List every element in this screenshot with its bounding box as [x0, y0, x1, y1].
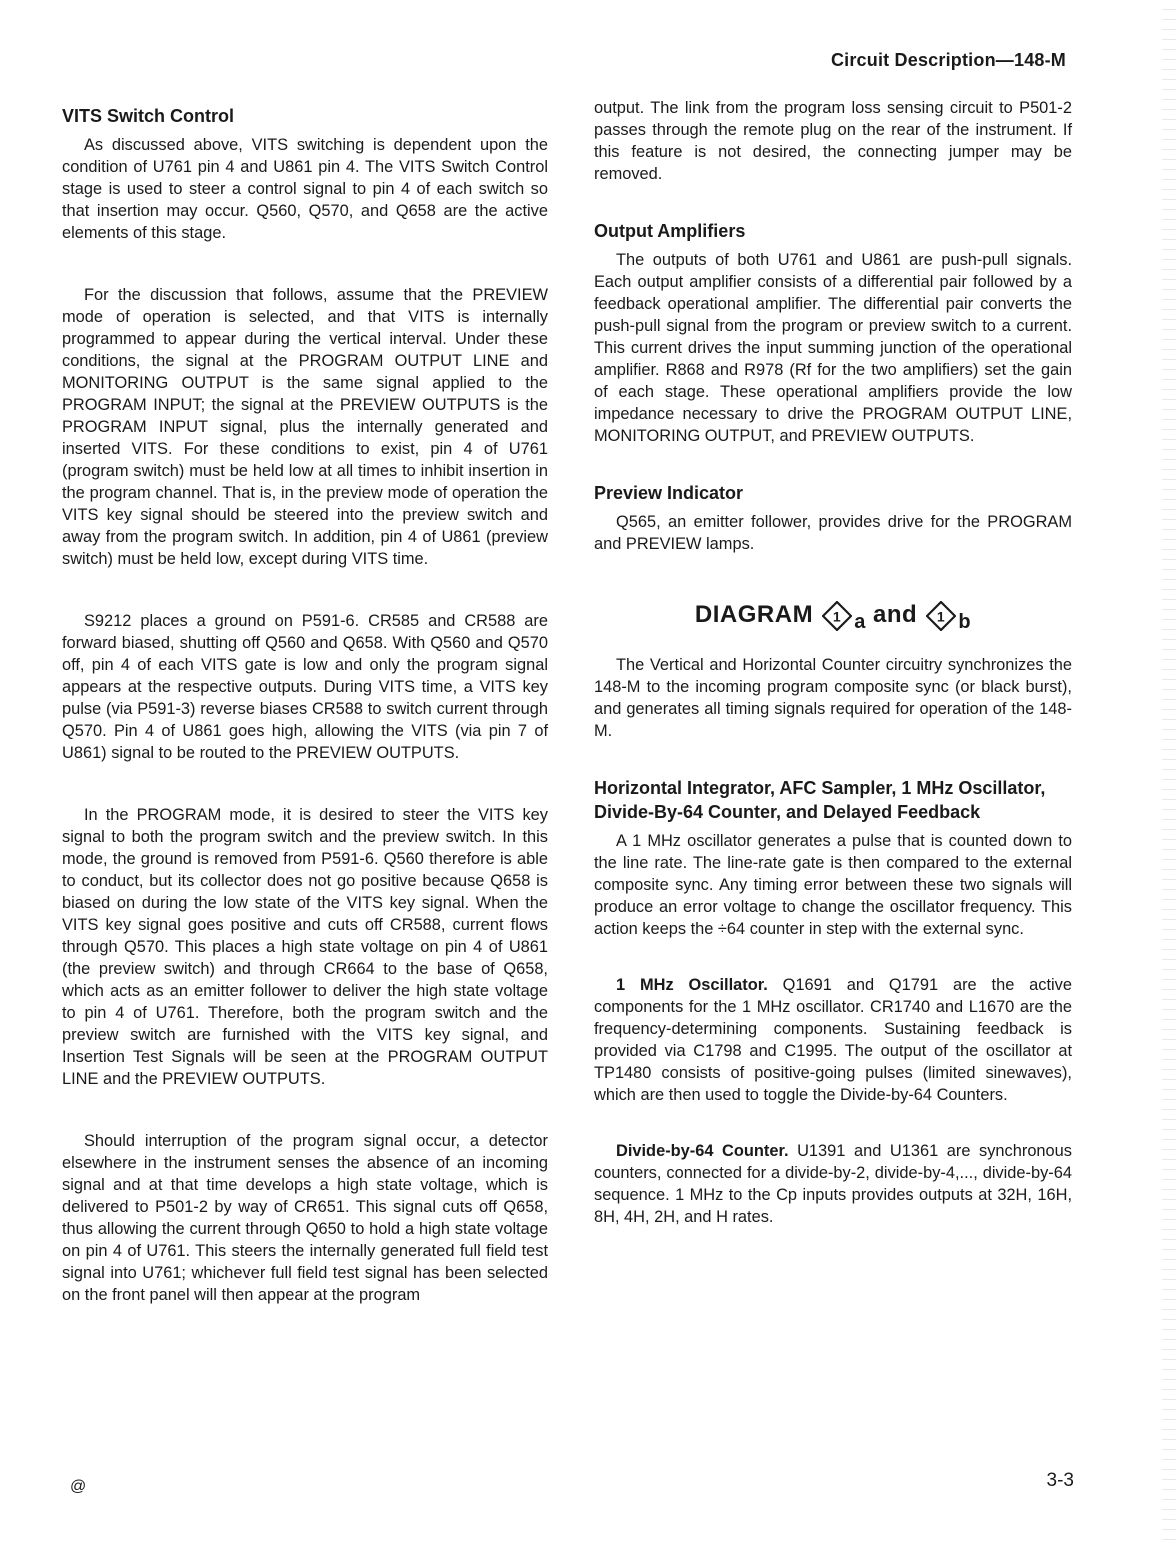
paragraph-divide-by-64	[594, 1140, 1072, 1228]
page-number: 3-3	[1046, 1470, 1074, 1491]
diagram-heading	[594, 595, 1072, 636]
diagram-sub-a: a	[854, 611, 866, 633]
spacer	[62, 570, 548, 610]
spacer	[62, 764, 548, 804]
paragraph-output-amplifiers: The outputs of both U761 and U861 are push-pull signals. Each output amplifier consists of a differential pair followed by a feedback operational amplifier. The differential pair converts the push-pull signal from the program or preview switch to a current. This current drives the input summing junction of the operational amplifier. R868 and R978 (Rf for the two amplifiers) set the gain of each stage. These operational amplifiers provide the low impedance necessary to drive the PROGRAM OUTPUT LINE, MONITORING OUTPUT, and PREVIEW OUTPUTS.	[594, 251, 1072, 445]
section-heading-output-amplifiers: Output Amplifiers	[594, 221, 746, 241]
runin-divide-by-64: Divide-by-64 Counter.	[616, 1142, 789, 1160]
footer-mark: @	[70, 1478, 87, 1495]
left-column	[62, 104, 548, 1306]
paragraph-vits-intro: As discussed above, VITS switching is dependent upon the condition of U761 pin 4 and U861 pin 4. The VITS Switch Control stage is used to steer a control signal to pin 4 of each switch so that insertion may occur. Q560, Q570, and Q658 are the active elements of this stage.	[62, 136, 548, 242]
diagram-number-a: 1	[833, 608, 842, 625]
section-heading-preview-indicator: Preview Indicator	[594, 483, 744, 503]
running-head: Circuit Description—148-M	[830, 50, 1066, 70]
section-heading-horizontal-integrator: Horizontal Integrator, AFC Sampler, 1 MHz Oscillator, Divide-By-64 Counter, and Delayed Feedback	[594, 778, 1046, 822]
paragraph-s9212: S9212 places a ground on P591-6. CR585 and CR588 are forward biased, shutting off Q560 and Q658. With Q560 and Q570 off, pin 4 of each VITS gate is low and only the program signal appears at the respective outputs. During VITS time, a VITS key pulse (via P591-3) reverse biases CR588 to switch current through Q570. Pin 4 of U861 goes high, allowing the VITS (via pin 7 of U861) signal to be routed to the PREVIEW OUTPUTS.	[62, 612, 548, 762]
text-divide-by-64: U1391 and U1361 are synchronous counters, connected for a divide-by-2, divide-by-4,..., divide-by-64 sequence. 1 MHz to the Cp inputs provides outputs at 32H, 16H, 8H, 4H, 2H, and H rates.	[594, 1142, 1072, 1226]
spacer	[62, 244, 548, 284]
spacer	[62, 1090, 548, 1130]
diagram-number-icon	[926, 601, 956, 631]
spacer	[594, 1106, 1072, 1140]
runin-1mhz-oscillator: 1 MHz Oscillator.	[616, 976, 768, 994]
section-heading-vits-switch-control: VITS Switch Control	[62, 106, 235, 126]
diagram-number-b: 1	[937, 608, 946, 625]
paragraph-program-mode: In the PROGRAM mode, it is desired to steer the VITS key signal to both the program switch and the preview switch. In this mode, the ground is removed from P591-6. Q560 therefore is able to conduct, but its collector does not go positive because Q658 is biased on during the low state of the VITS key signal. When the VITS key signal goes positive and cuts off CR588, current flows through Q570. This places a high state voltage on pin 4 of U861 (the preview switch) and through CR664 to the base of Q658, which acts as an emitter follower to deliver the high state voltage to pin 4 of U761. Therefore, both the program switch and the preview switch are furnished with the VITS key signal, and Insertion Test Signals will be seen at the PROGRAM OUTPUT LINE and the PREVIEW OUTPUTS.	[62, 806, 548, 1088]
spacer	[594, 185, 1072, 219]
diagram-number-icon	[822, 601, 852, 631]
diagram-and: and	[873, 601, 918, 628]
paragraph-1mhz-oscillator	[594, 974, 1072, 1106]
scan-edge	[1162, 0, 1176, 1544]
paragraph-horizontal-integrator: A 1 MHz oscillator generates a pulse that is counted down to the line rate. The line-rate gate is then compared to the external composite sync. Any timing error between these two signals will produce an error voltage to change the oscillator frequency. This action keeps the ÷64 counter in step with the external sync.	[594, 832, 1072, 938]
diagram-sub-b: b	[958, 611, 972, 633]
spacer	[594, 940, 1072, 974]
spacer	[594, 742, 1072, 776]
text-1mhz-oscillator: Q1691 and Q1791 are the active components for the 1 MHz oscillator. CR1740 and L1670 are the frequency-determining components. Sustaining feedback is provided via C1798 and C1995. The output of the oscillator at TP1480 consists of positive-going pulses (limited sinewaves), which are then used to toggle the Divide-by-64 Counters.	[594, 976, 1072, 1104]
right-column	[594, 97, 1072, 1228]
paragraph-continuation: output. The link from the program loss sensing circuit to P501-2 passes through the remote plug on the rear of the instrument. If this feature is not desired, the connecting jumper may be removed.	[594, 99, 1072, 183]
paragraph-preview-indicator: Q565, an emitter follower, provides drive for the PROGRAM and PREVIEW lamps.	[594, 513, 1072, 553]
spacer	[594, 447, 1072, 481]
diagram-word: DIAGRAM	[694, 601, 814, 628]
paragraph-diagram-intro: The Vertical and Horizontal Counter circuitry synchronizes the 148-M to the incoming program composite sync (or black burst), and generates all timing signals required for operation of the 148-M.	[594, 656, 1072, 740]
paragraph-preview-mode: For the discussion that follows, assume that the PREVIEW mode of operation is selected, and that VITS is internally programmed to appear during the vertical interval. Under these conditions, the signal at the PROGRAM OUTPUT LINE and MONITORING OUTPUT is the same signal applied to the PROGRAM INPUT; the signal at the PREVIEW OUTPUTS is the PROGRAM INPUT signal, plus the internally generated and inserted VITS. For these conditions to exist, pin 4 of U761 (program switch) must be held low at all times to inhibit insertion in the program channel. That is, in the preview mode of operation the VITS key signal should be steered into the preview switch and away from the program switch. In addition, pin 4 of U861 (preview switch) must be held low, except during VITS time.	[62, 286, 548, 568]
paragraph-interruption: Should interruption of the program signal occur, a detector elsewhere in the instrument senses the absence of an incoming signal and at that time develops a high state voltage, which is delivered to P501-2 by way of CR651. This signal cuts off Q658, thus allowing the current through Q650 to hold a high state voltage on pin 4 of U761. This steers the internally generated full field test signal into U761; whichever full field test signal has been selected on the front panel will then appear at the program	[62, 1132, 548, 1304]
